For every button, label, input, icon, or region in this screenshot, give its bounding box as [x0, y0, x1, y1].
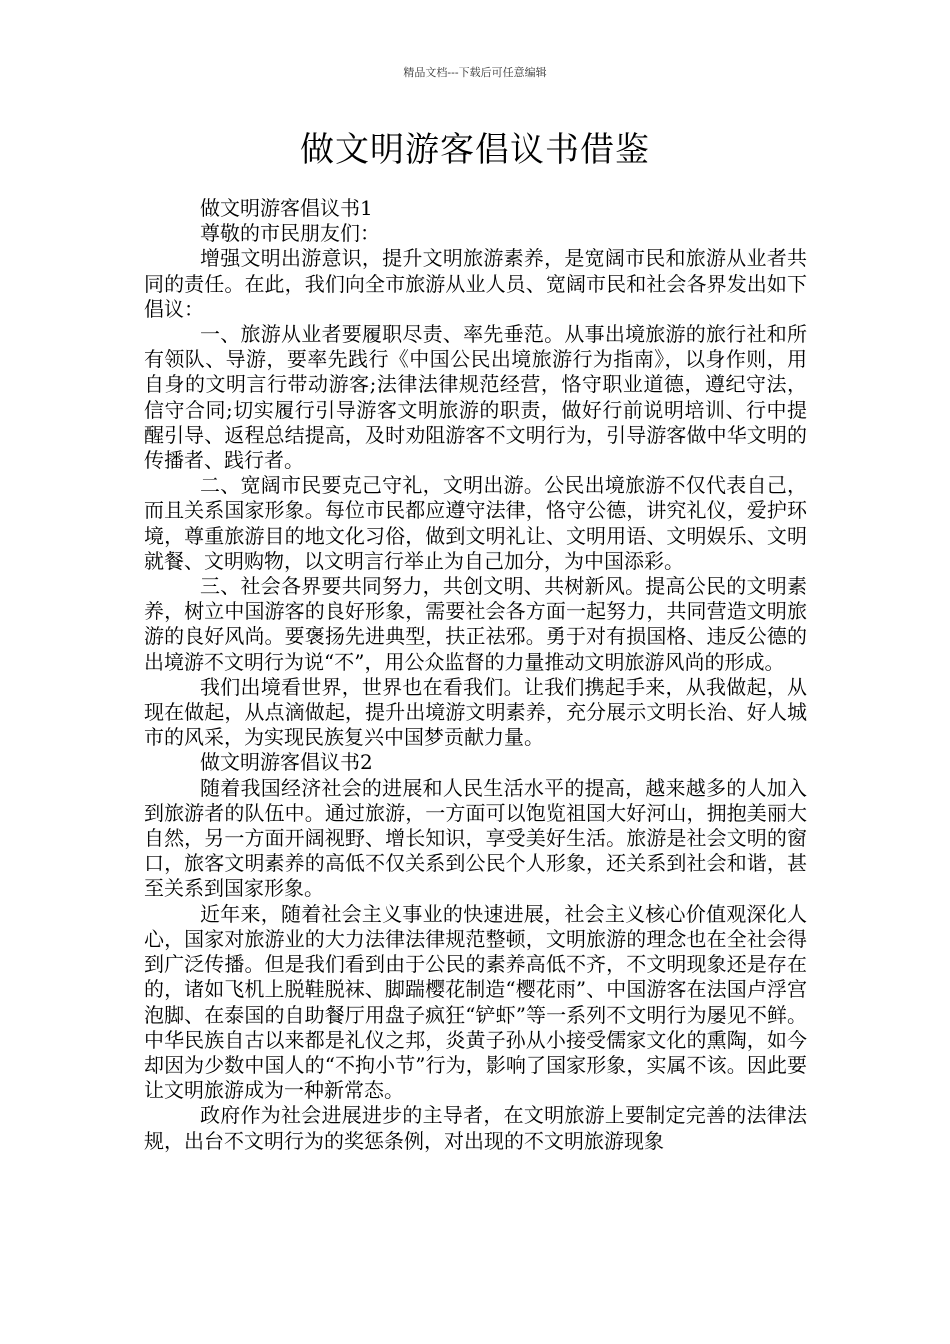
paragraph-section2-1: 随着我国经济社会的进展和人民生活水平的提高，越来越多的人加入到旅游者的队伍中。通过旅游，一方面可以饱览祖国大好河山，拥抱美丽大自然，另一方面开阔视野、增长知识，享受美好生活。旅游是社会文明的窗口，旅客文明素养的高低不仅关系到公民个人形象，还关系到社会和谐，甚至关系到国家形象。 — [144, 775, 807, 901]
document-body — [144, 196, 807, 1154]
paragraph-closing: 我们出境看世界，世界也在看我们。让我们携起手来，从我做起，从现在做起，从点滴做起，提升出境游文明素养，充分展示文明长治、好人城市的风采，为实现民族复兴中国梦贡献力量。 — [144, 674, 807, 750]
paragraph-section2-2: 近年来，随着社会主义事业的快速进展，社会主义核心价值观深化人心，国家对旅游业的大力法律法律规范整顿，文明旅游的理念也在全社会得到广泛传播。但是我们看到由于公民的素养高低不齐，不文明现象还是存在的，诸如飞机上脱鞋脱袜、脚踹樱花制造“樱花雨”、中国游客在法国卢浮宫泡脚、在泰国的自助餐厅用盘子疯狂“铲虾”等一系列不文明行为屡见不鲜。中华民族自古以来都是礼仪之邦，炎黄子孙从小接受儒家文化的熏陶，如今却因为少数中国人的“不拘小节”行为，影响了国家形象，实属不该。因此要让文明旅游成为一种新常态。 — [144, 901, 807, 1103]
paragraph-section2-3: 政府作为社会进展进步的主导者，在文明旅游上要制定完善的法律法规，出台不文明行为的奖惩条例，对出现的不文明旅游现象 — [144, 1103, 807, 1153]
document-title: 做文明游客倡议书借鉴 — [300, 130, 650, 170]
section-heading-1: 做文明游客倡议书1 — [200, 196, 373, 220]
paragraph-intro: 增强文明出游意识，提升文明旅游素养，是宽阔市民和旅游从业者共同的责任。在此，我们向全市旅游从业人员、宽阔市民和社会各界发出如下倡议： — [144, 246, 807, 321]
paragraph-item-2: 二、宽阔市民要克己守礼，文明出游。公民出境旅游不仅代表自己，而且关系国家形象。每位市民都应遵守法律，恪守公德，讲究礼仪，爱护环境，尊重旅游目的地文化习俗，做到文明礼让、文明用语、文明娱乐、文明就餐、文明购物，以文明言行举止为自己加分，为中国添彩。 — [144, 473, 807, 573]
salutation: 尊敬的市民朋友们： — [200, 221, 380, 246]
section-heading-2: 做文明游客倡议书2 — [200, 750, 373, 775]
header-note: 精品文档---下载后可任意编辑 — [403, 66, 547, 79]
paragraph-item-1: 一、旅游从业者要履职尽责、率先垂范。从事出境旅游的旅行社和所有领队、导游，要率先践行《中国公民出境旅游行为指南》，以身作则，用自身的文明言行带动游客;法律法律规范经营，恪守职业道德，遵纪守法，信守合同;切实履行引导游客文明旅游的职责，做好行前说明培训、行中提醒引导、返程总结提高，及时劝阻游客不文明行为，引导游客做中华文明的传播者、践行者。 — [144, 322, 807, 473]
paragraph-item-3: 三、社会各界要共同努力，共创文明、共树新风。提高公民的文明素养，树立中国游客的良好形象，需要社会各方面一起努力，共同营造文明旅游的良好风尚。要褒扬先进典型，扶正祛邪。勇于对有损国格、违反公德的出境游不文明行为说“不”，用公众监督的力量推动文明旅游风尚的形成。 — [144, 574, 807, 674]
